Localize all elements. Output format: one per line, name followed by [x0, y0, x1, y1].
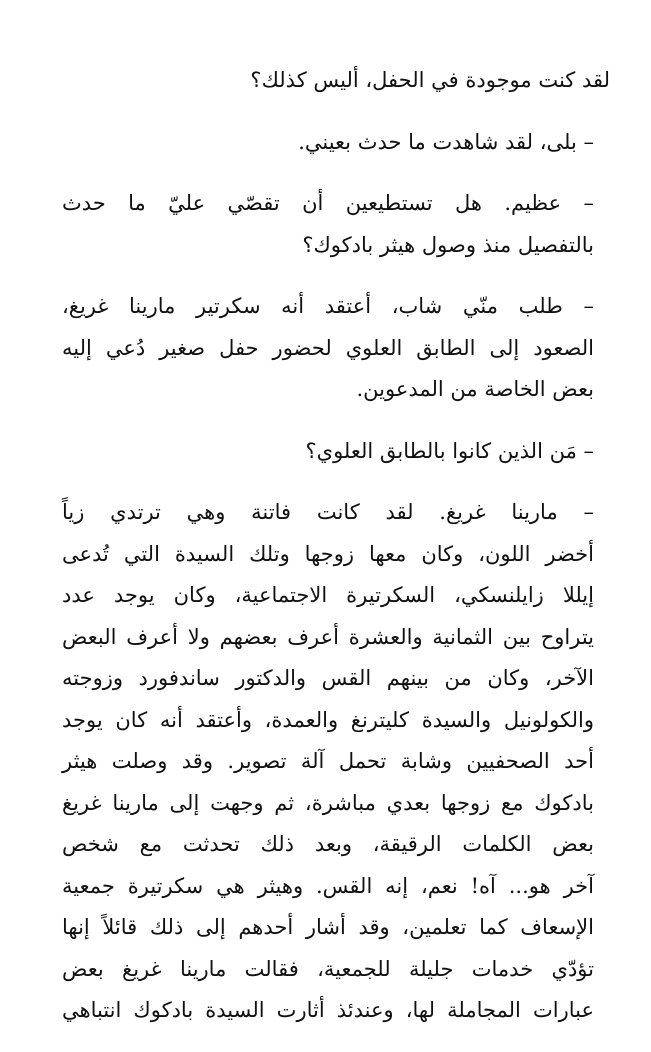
- paragraph-guest-list: [62, 492, 610, 1032]
- paragraph-question-party: [62, 60, 610, 102]
- text-line: الصعود إلى الطابق العلوي لحضور حفل صغير دُعي إليه: [62, 335, 594, 360]
- paragraph-request-details: [62, 183, 610, 266]
- text-line: لقد كنت موجودة في الحفل، أليس كذلك؟: [250, 68, 610, 92]
- text-line: الإسعاف كما تعلمين، وقد أشار أحدهم إلى ذلك قائلاً إنها: [62, 915, 594, 939]
- book-page: [62, 60, 610, 1052]
- text-line: آخر هو... آه! نعم، إنه القس. وهيثر هي سكرتيرة جمعية: [62, 873, 594, 898]
- text-line: بالتفصيل منذ وصول هيثر بادكوك؟: [302, 232, 594, 257]
- text-line: – عظيم. هل تستطيعين أن تقصّي عليّ ما حدث: [62, 191, 594, 215]
- text-line: الآخر، وكان من بينهم القس والدكتور ساندفورد وزوجته: [62, 666, 594, 690]
- text-line: بادكوك مع زوجها بعدي مباشرة، ثم وجهت إلى مارينا غريغ: [62, 790, 594, 815]
- text-line: تؤدّي خدمات جليلة للجمعية، فقالت مارينا غريغ بعض: [62, 956, 594, 981]
- text-line: – طلب منّي شاب، أعتقد أنه سكرتير مارينا غريغ،: [62, 294, 594, 318]
- text-line: بعض الخاصة من المدعوين.: [356, 377, 594, 401]
- text-line: – مارينا غريغ. لقد كانت فاتنة وهي ترتدي زياً: [62, 500, 594, 524]
- paragraph-question-who: [62, 431, 610, 473]
- text-line: إيللا زايلنسكي، السكرتيرة الاجتماعية، وكان يوجد عدد: [62, 583, 594, 607]
- text-line: عبارات المجاملة لها، وعندئذ أثارت السيدة بادكوك انتباهي: [62, 998, 594, 1022]
- text-line: – بلى، لقد شاهدت ما حدث بعيني.: [298, 129, 594, 154]
- paragraph-invitation-upstairs: [62, 286, 610, 411]
- text-line: أخضر اللون، وكان معها زوجها وتلك السيدة التي تُدعى: [62, 541, 594, 566]
- text-line: يتراوح بين الثمانية والعشرة أعرف بعضهم ولا أعرف البعض: [62, 624, 594, 649]
- text-line: والكولونيل والسيدة كليترنغ والعمدة، وأعتقد أنه كان يوجد: [62, 707, 594, 732]
- text-line: أحد الصحفيين وشابة تحمل آلة تصوير. وقد وصلت هيثر: [62, 749, 594, 773]
- text-line: – مَن الذين كانوا بالطابق العلوي؟: [305, 438, 594, 463]
- text-line: بعض الكلمات الرقيقة، وبعد ذلك تحدثت مع شخص: [62, 832, 594, 856]
- paragraph-answer-witness: [62, 122, 610, 164]
